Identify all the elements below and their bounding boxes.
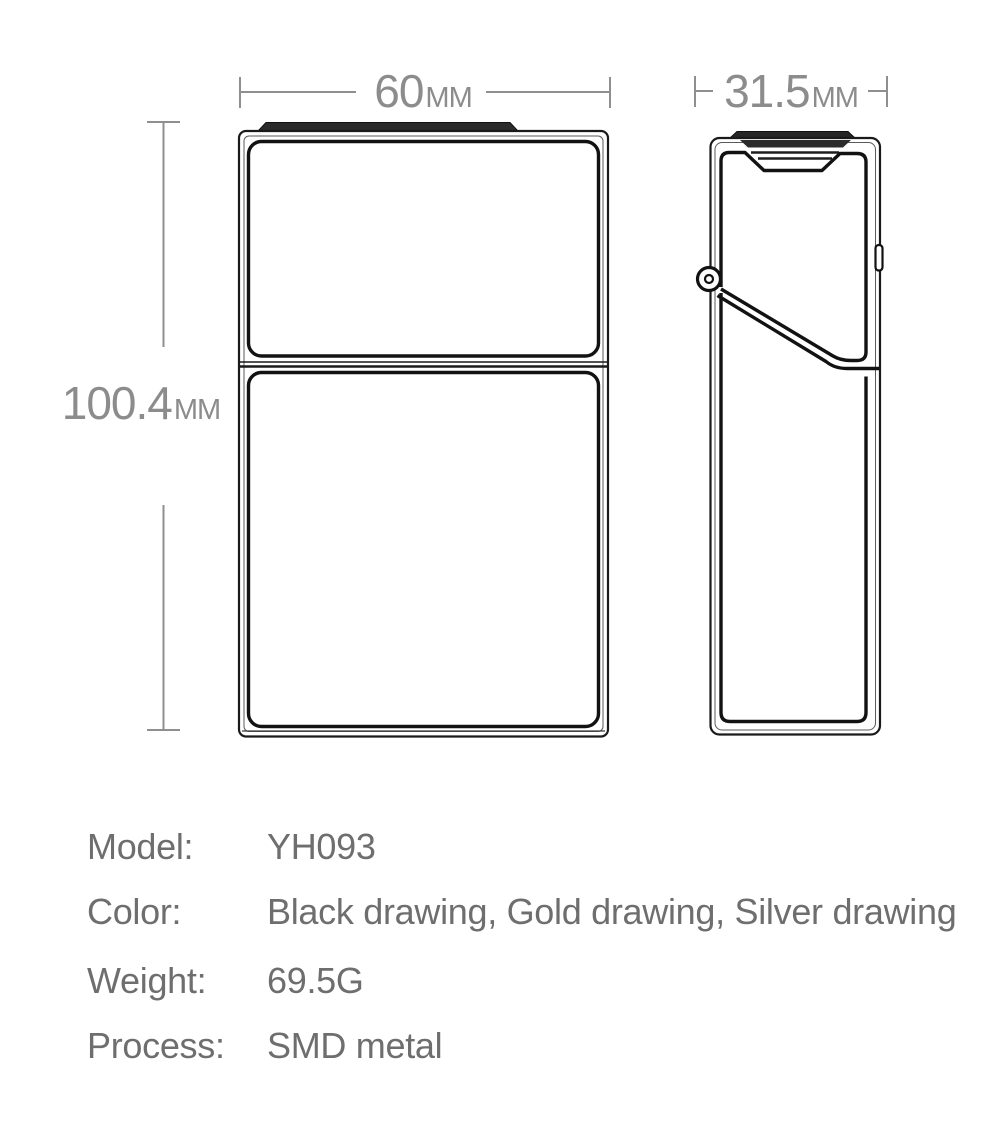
spec-value: 69.5G (267, 960, 364, 1001)
side-outer-case (711, 138, 881, 735)
spec-row-model (87, 826, 997, 868)
spec-value: YH093 (267, 826, 376, 867)
spec-value: Black drawing, Gold drawing, Silver drawing (267, 891, 957, 932)
dim-front-width-unit: MM (425, 82, 472, 114)
side-button (876, 245, 883, 271)
spec-value: SMD metal (267, 1025, 443, 1066)
spec-label: Model: (87, 826, 194, 867)
hinge-pin-circle (705, 275, 713, 283)
front-view-drawing (239, 123, 608, 737)
lid-spine-bar (258, 123, 518, 132)
dim-height-label (51, 376, 231, 430)
spec-row-color (87, 891, 997, 933)
dim-height-unit: MM (173, 394, 221, 426)
dim-side-width-unit: MM (811, 82, 858, 114)
spec-row-weight (87, 960, 997, 1002)
dim-side-width-label (701, 64, 881, 118)
front-lid-panel (249, 142, 599, 357)
dim-front-width-value: 60 (374, 65, 424, 117)
dim-side-width-value: 31.5 (724, 65, 810, 117)
dim-front-width-label (338, 64, 508, 118)
dim-height-value: 100.4 (61, 377, 172, 429)
side-view-drawing (698, 132, 883, 735)
spec-label: Process: (87, 1025, 225, 1066)
lighter-cap-layer (740, 140, 851, 148)
spec-label: Color: (87, 891, 182, 932)
front-body-panel (249, 373, 599, 727)
spec-label: Weight: (87, 960, 207, 1001)
spec-row-process (87, 1025, 997, 1067)
